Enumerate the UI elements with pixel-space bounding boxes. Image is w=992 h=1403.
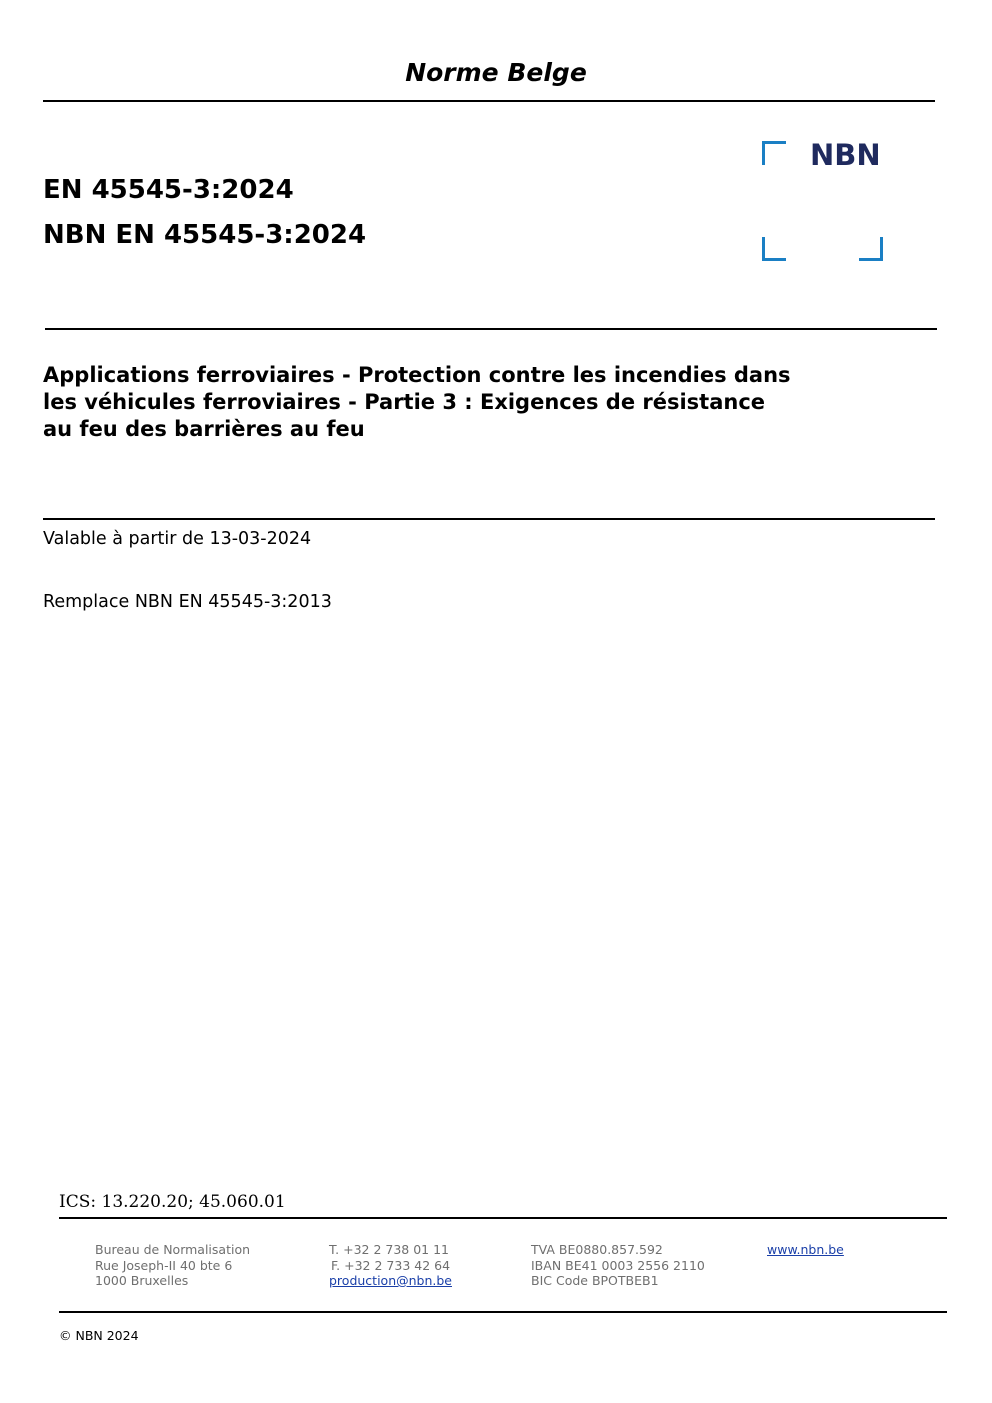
phone-number: T. +32 2 738 01 11 bbox=[329, 1242, 449, 1257]
nbn-logo bbox=[762, 138, 884, 263]
iban-number: IBAN BE41 0003 2556 2110 bbox=[531, 1257, 705, 1273]
copyright: © NBN 2024 bbox=[59, 1328, 139, 1343]
contact-bank-block bbox=[531, 1242, 705, 1289]
title-line: les véhicules ferroviaires - Partie 3 : Exigences de résistance bbox=[43, 390, 766, 414]
bic-code: BIC Code BPOTBEB1 bbox=[531, 1273, 659, 1288]
title-bottom-divider bbox=[43, 518, 935, 520]
email-link[interactable]: production@nbn.be bbox=[329, 1273, 452, 1288]
standard-code-nbn: NBN EN 45545-3:2024 bbox=[43, 220, 367, 250]
fax-number: F. +32 2 733 42 64 bbox=[331, 1257, 451, 1273]
title-line: Applications ferroviaires - Protection contre les incendies dans bbox=[43, 363, 791, 387]
title-line: au feu des barrières au feu bbox=[43, 417, 365, 441]
header-title: Norme Belge bbox=[405, 58, 587, 87]
ics-codes: ICS: 13.220.20; 45.060.01 bbox=[59, 1192, 286, 1212]
website-link[interactable]: www.nbn.be bbox=[767, 1242, 844, 1257]
header-divider bbox=[43, 100, 935, 102]
valid-from: Valable à partir de 13-03-2024 bbox=[43, 529, 312, 549]
replaces: Remplace NBN EN 45545-3:2013 bbox=[43, 592, 332, 612]
footer-top-divider bbox=[59, 1217, 947, 1219]
document-title bbox=[43, 362, 903, 443]
address-line: 1000 Bruxelles bbox=[95, 1273, 189, 1288]
footer-bottom-divider bbox=[59, 1311, 947, 1313]
contact-address bbox=[95, 1242, 250, 1289]
standard-code-en: EN 45545-3:2024 bbox=[43, 175, 294, 205]
contact-web-block bbox=[767, 1242, 844, 1258]
address-line: Bureau de Normalisation bbox=[95, 1242, 251, 1257]
contact-phone-block bbox=[329, 1242, 452, 1289]
logo-text: NBN bbox=[810, 138, 881, 172]
vat-number: TVA BE0880.857.592 bbox=[531, 1242, 663, 1257]
address-line: Rue Joseph-II 40 bte 6 bbox=[95, 1257, 233, 1273]
title-top-divider bbox=[45, 328, 937, 330]
